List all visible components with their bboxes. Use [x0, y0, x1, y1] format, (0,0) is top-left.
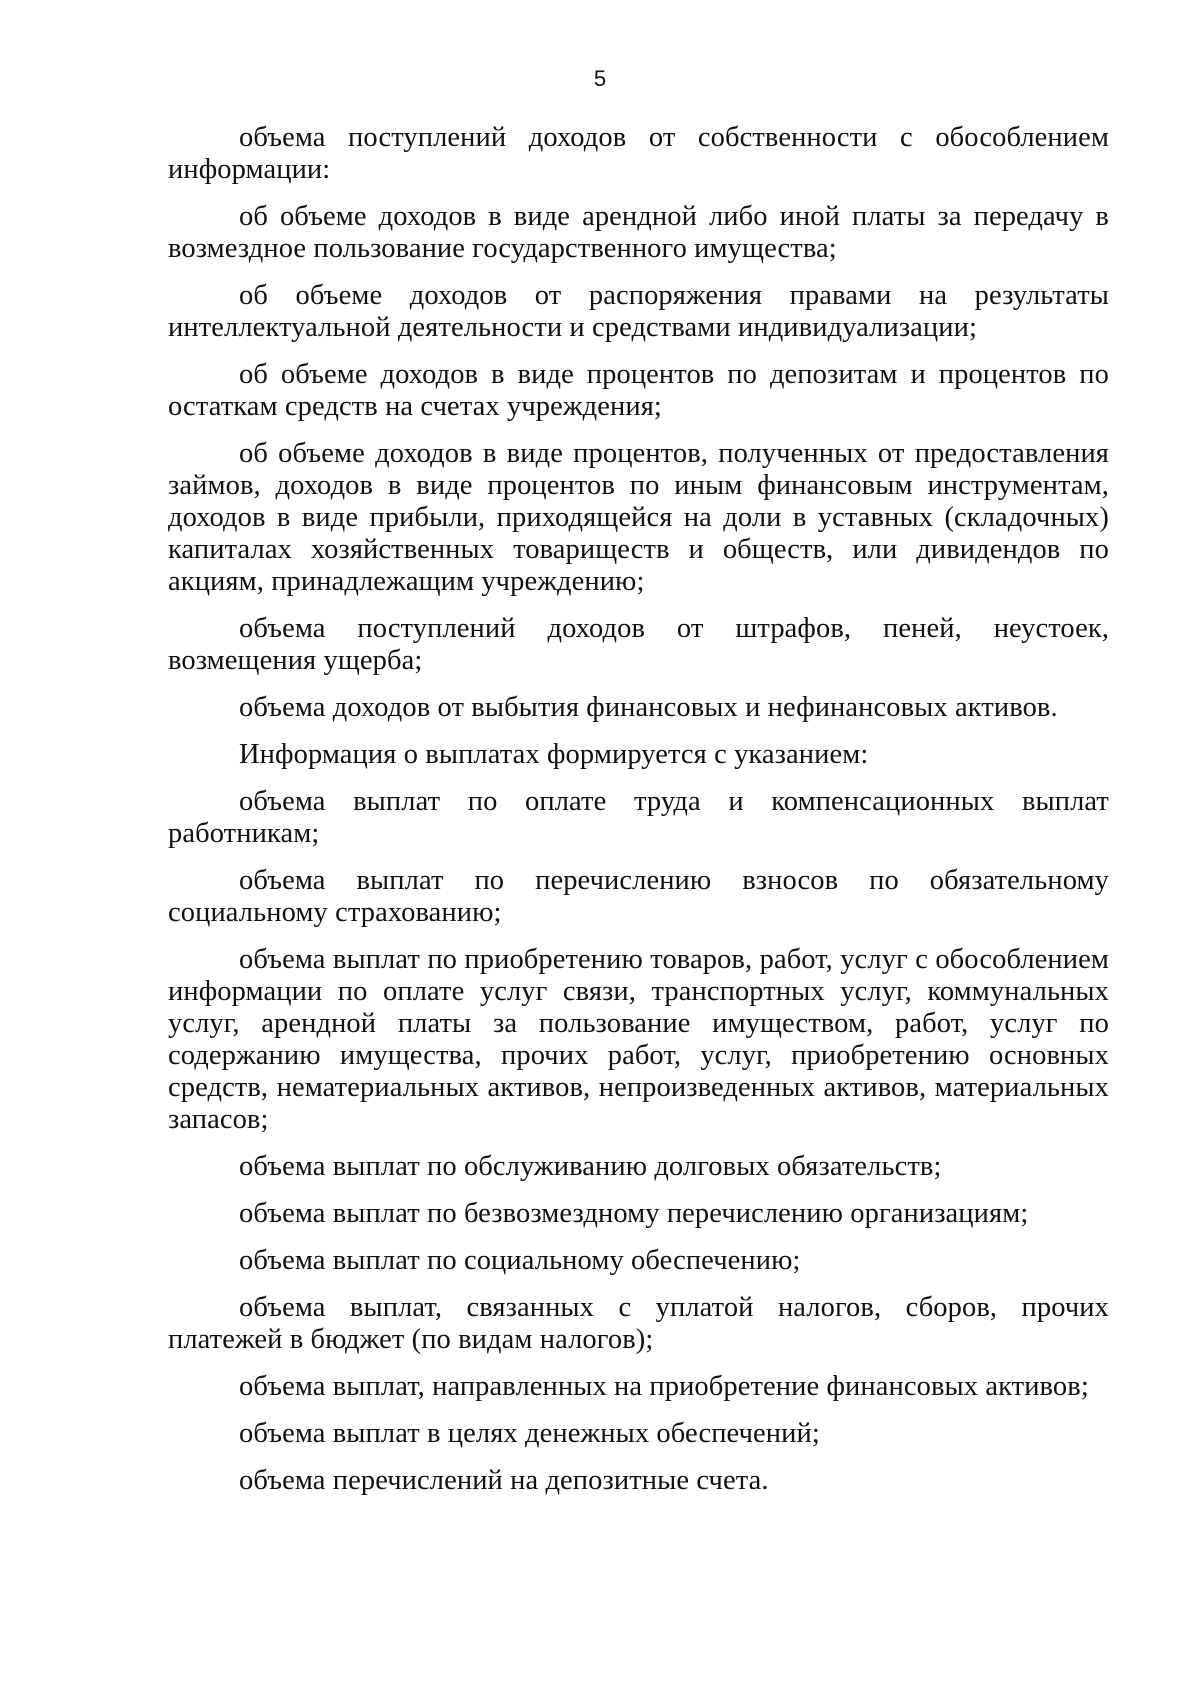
paragraph: объема выплат по социальному обеспечению;	[239, 1245, 801, 1276]
paragraph: об объеме доходов от распоряжения правами на результаты интеллектуальной деятельности и средствами индивидуализации;	[168, 280, 1109, 343]
paragraph: объема выплат по обслуживанию долговых обязательств;	[239, 1151, 942, 1182]
paragraph: об объеме доходов в виде процентов по депозитам и процентов по остаткам средств на счетах учреждения;	[168, 359, 1109, 422]
paragraph: объема выплат в целях денежных обеспечений;	[239, 1418, 820, 1449]
paragraph: об объеме доходов в виде арендной либо иной платы за передачу в возмездное пользование государственного имущества;	[168, 201, 1109, 264]
paragraph: объема доходов от выбытия финансовых и нефинансовых активов.	[239, 692, 1058, 723]
paragraph: объема выплат по оплате труда и компенсационных выплат работникам;	[168, 786, 1109, 849]
page-number: 5	[593, 66, 607, 91]
paragraph: объема поступлений доходов от штрафов, пеней, неустоек, возмещения ущерба;	[168, 613, 1109, 676]
paragraph: объема перечислений на депозитные счета.	[239, 1465, 769, 1496]
section-intro: Информация о выплатах формируется с указанием:	[239, 739, 869, 770]
document-body	[168, 122, 1109, 1512]
paragraph: объема выплат по приобретению товаров, работ, услуг с обособлением информации по оплате услуг связи, транспортных услуг, коммунальных услуг, арендной платы за пользование имуществом, работ, услуг по содержанию имущества, прочих работ, услуг, приобретению основных средств, нематериальных активов, непроизведенных активов, материальных запасов;	[168, 944, 1109, 1135]
paragraph: объема выплат по перечислению взносов по обязательному социальному страхованию;	[168, 865, 1109, 928]
paragraph: об объеме доходов в виде процентов, полученных от предоставления займов, доходов в виде процентов по иным финансовым инструментам, доходов в виде прибыли, приходящейся на доли в уставных (складочных) капиталах хозяйственных товариществ и обществ, или дивидендов по акциям, принадлежащим учреждению;	[168, 438, 1109, 597]
paragraph: объема поступлений доходов от собственности с обособлением информации:	[168, 122, 1109, 185]
paragraph: объема выплат, направленных на приобретение финансовых активов;	[239, 1371, 1089, 1402]
paragraph: объема выплат по безвозмездному перечислению организациям;	[239, 1198, 1029, 1229]
paragraph: объема выплат, связанных с уплатой налогов, сборов, прочих платежей в бюджет (по видам налогов);	[168, 1292, 1109, 1355]
